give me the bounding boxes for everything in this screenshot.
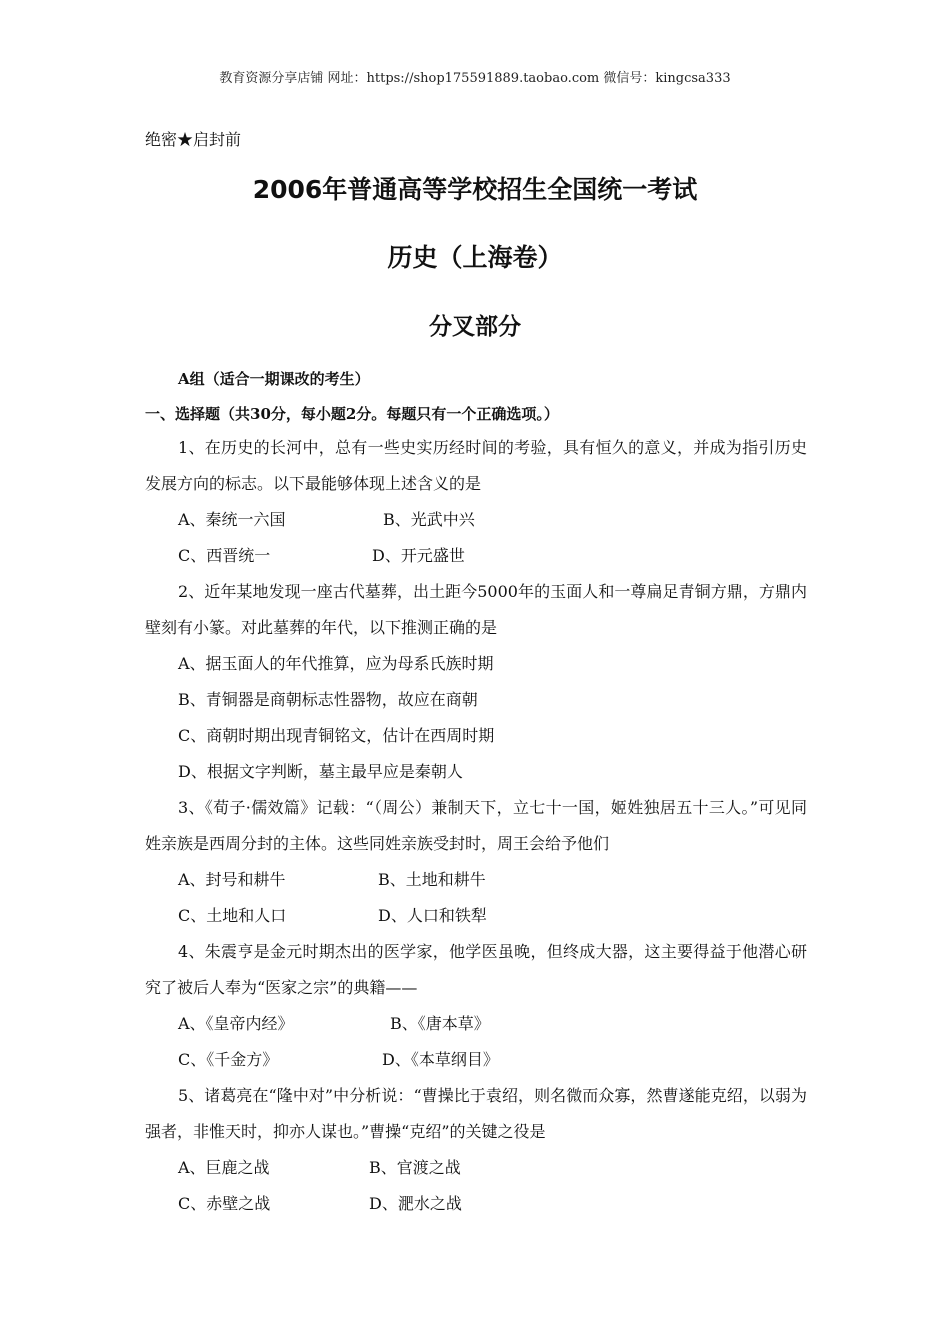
question-3-options-row-1 [145, 862, 807, 898]
question-3-stem: 3、《荀子·儒效篇》记载：“（周公）兼制天下，立七十一国，姬姓独居五十三人。”可见同姓亲族是西周分封的主体。这些同姓亲族受封时，周王会给予他们 [145, 798, 807, 853]
question-2-option-c: C、商朝时期出现青铜铭文，估计在西周时期 [178, 726, 495, 745]
part-title: 分叉部分 [429, 314, 521, 340]
question-3-option-d: D、人口和铁犁 [378, 906, 487, 925]
question-3-option-c: C、土地和人口 [178, 906, 287, 925]
question-4-option-a: A、《皇帝内经》 [178, 1014, 294, 1033]
question-2-option-a: A、据玉面人的年代推算，应为母系氏族时期 [178, 654, 494, 673]
question-1-option-b: B、光武中兴 [383, 510, 475, 529]
question-3-options-row-2 [145, 898, 807, 934]
question-5-option-d: D、淝水之战 [369, 1194, 462, 1213]
question-4-option-d: D、《本草纲目》 [382, 1050, 499, 1069]
question-4-options-row-2 [145, 1042, 807, 1078]
question-1-options-row-2 [145, 538, 807, 574]
question-5-option-b: B、官渡之战 [369, 1158, 461, 1177]
question-3-option-a: A、封号和耕牛 [178, 870, 286, 889]
question-5-stem: 5、诸葛亮在“隆中对”中分析说：“曹操比于袁绍，则名微而众寡，然曹遂能克绍，以弱为强者，非惟天时，抑亦人谋也。”曹操“克绍”的关键之役是 [145, 1086, 807, 1141]
exam-subtitle: 历史（上海卷） [387, 243, 563, 272]
question-2-option-d: D、根据文字判断，墓主最早应是秦朝人 [178, 762, 463, 781]
question-1-option-d: D、开元盛世 [372, 546, 465, 565]
question-3-option-b: B、土地和耕牛 [378, 870, 486, 889]
question-2-option-b: B、青铜器是商朝标志性器物，故应在商朝 [178, 690, 478, 709]
group-label: A组（适合一期课改的考生） [178, 370, 370, 388]
section-heading: 一、选择题（共30分，每小题2分。每题只有一个正确选项。） [145, 405, 559, 423]
question-4-stem: 4、朱震亨是金元时期杰出的医学家，他学医虽晚，但终成大器，这主要得益于他潜心研究了被后人奉为“医家之宗”的典籍—— [145, 942, 807, 997]
question-1-option-c: C、西晋统一 [178, 546, 271, 565]
question-5-option-c: C、赤壁之战 [178, 1194, 271, 1213]
question-5-options-row-1 [145, 1150, 807, 1186]
question-5-option-a: A、巨鹿之战 [178, 1158, 270, 1177]
exam-title: 2006年普通高等学校招生全国统一考试 [252, 175, 698, 204]
question-1-stem: 1、在历史的长河中，总有一些史实历经时间的考验，具有恒久的意义，并成为指引历史发展方向的标志。以下最能够体现上述含义的是 [145, 438, 807, 493]
question-list [145, 430, 807, 1222]
shop-header: 教育资源分享店铺 网址：https://shop175591889.taobao.com 微信号：kingcsa333 [219, 71, 731, 86]
secret-label: 绝密★启封前 [145, 130, 242, 149]
question-1-options-row-1 [145, 502, 807, 538]
question-4-options-row-1 [145, 1006, 807, 1042]
question-4-option-b: B、《唐本草》 [390, 1014, 490, 1033]
question-1-option-a: A、秦统一六国 [178, 510, 286, 529]
question-5-options-row-2 [145, 1186, 807, 1222]
question-4-option-c: C、《千金方》 [178, 1050, 279, 1069]
question-2-stem: 2、近年某地发现一座古代墓葬，出土距今5000年的玉面人和一尊扁足青铜方鼎，方鼎内壁刻有小篆。对此墓葬的年代，以下推测正确的是 [145, 582, 807, 637]
